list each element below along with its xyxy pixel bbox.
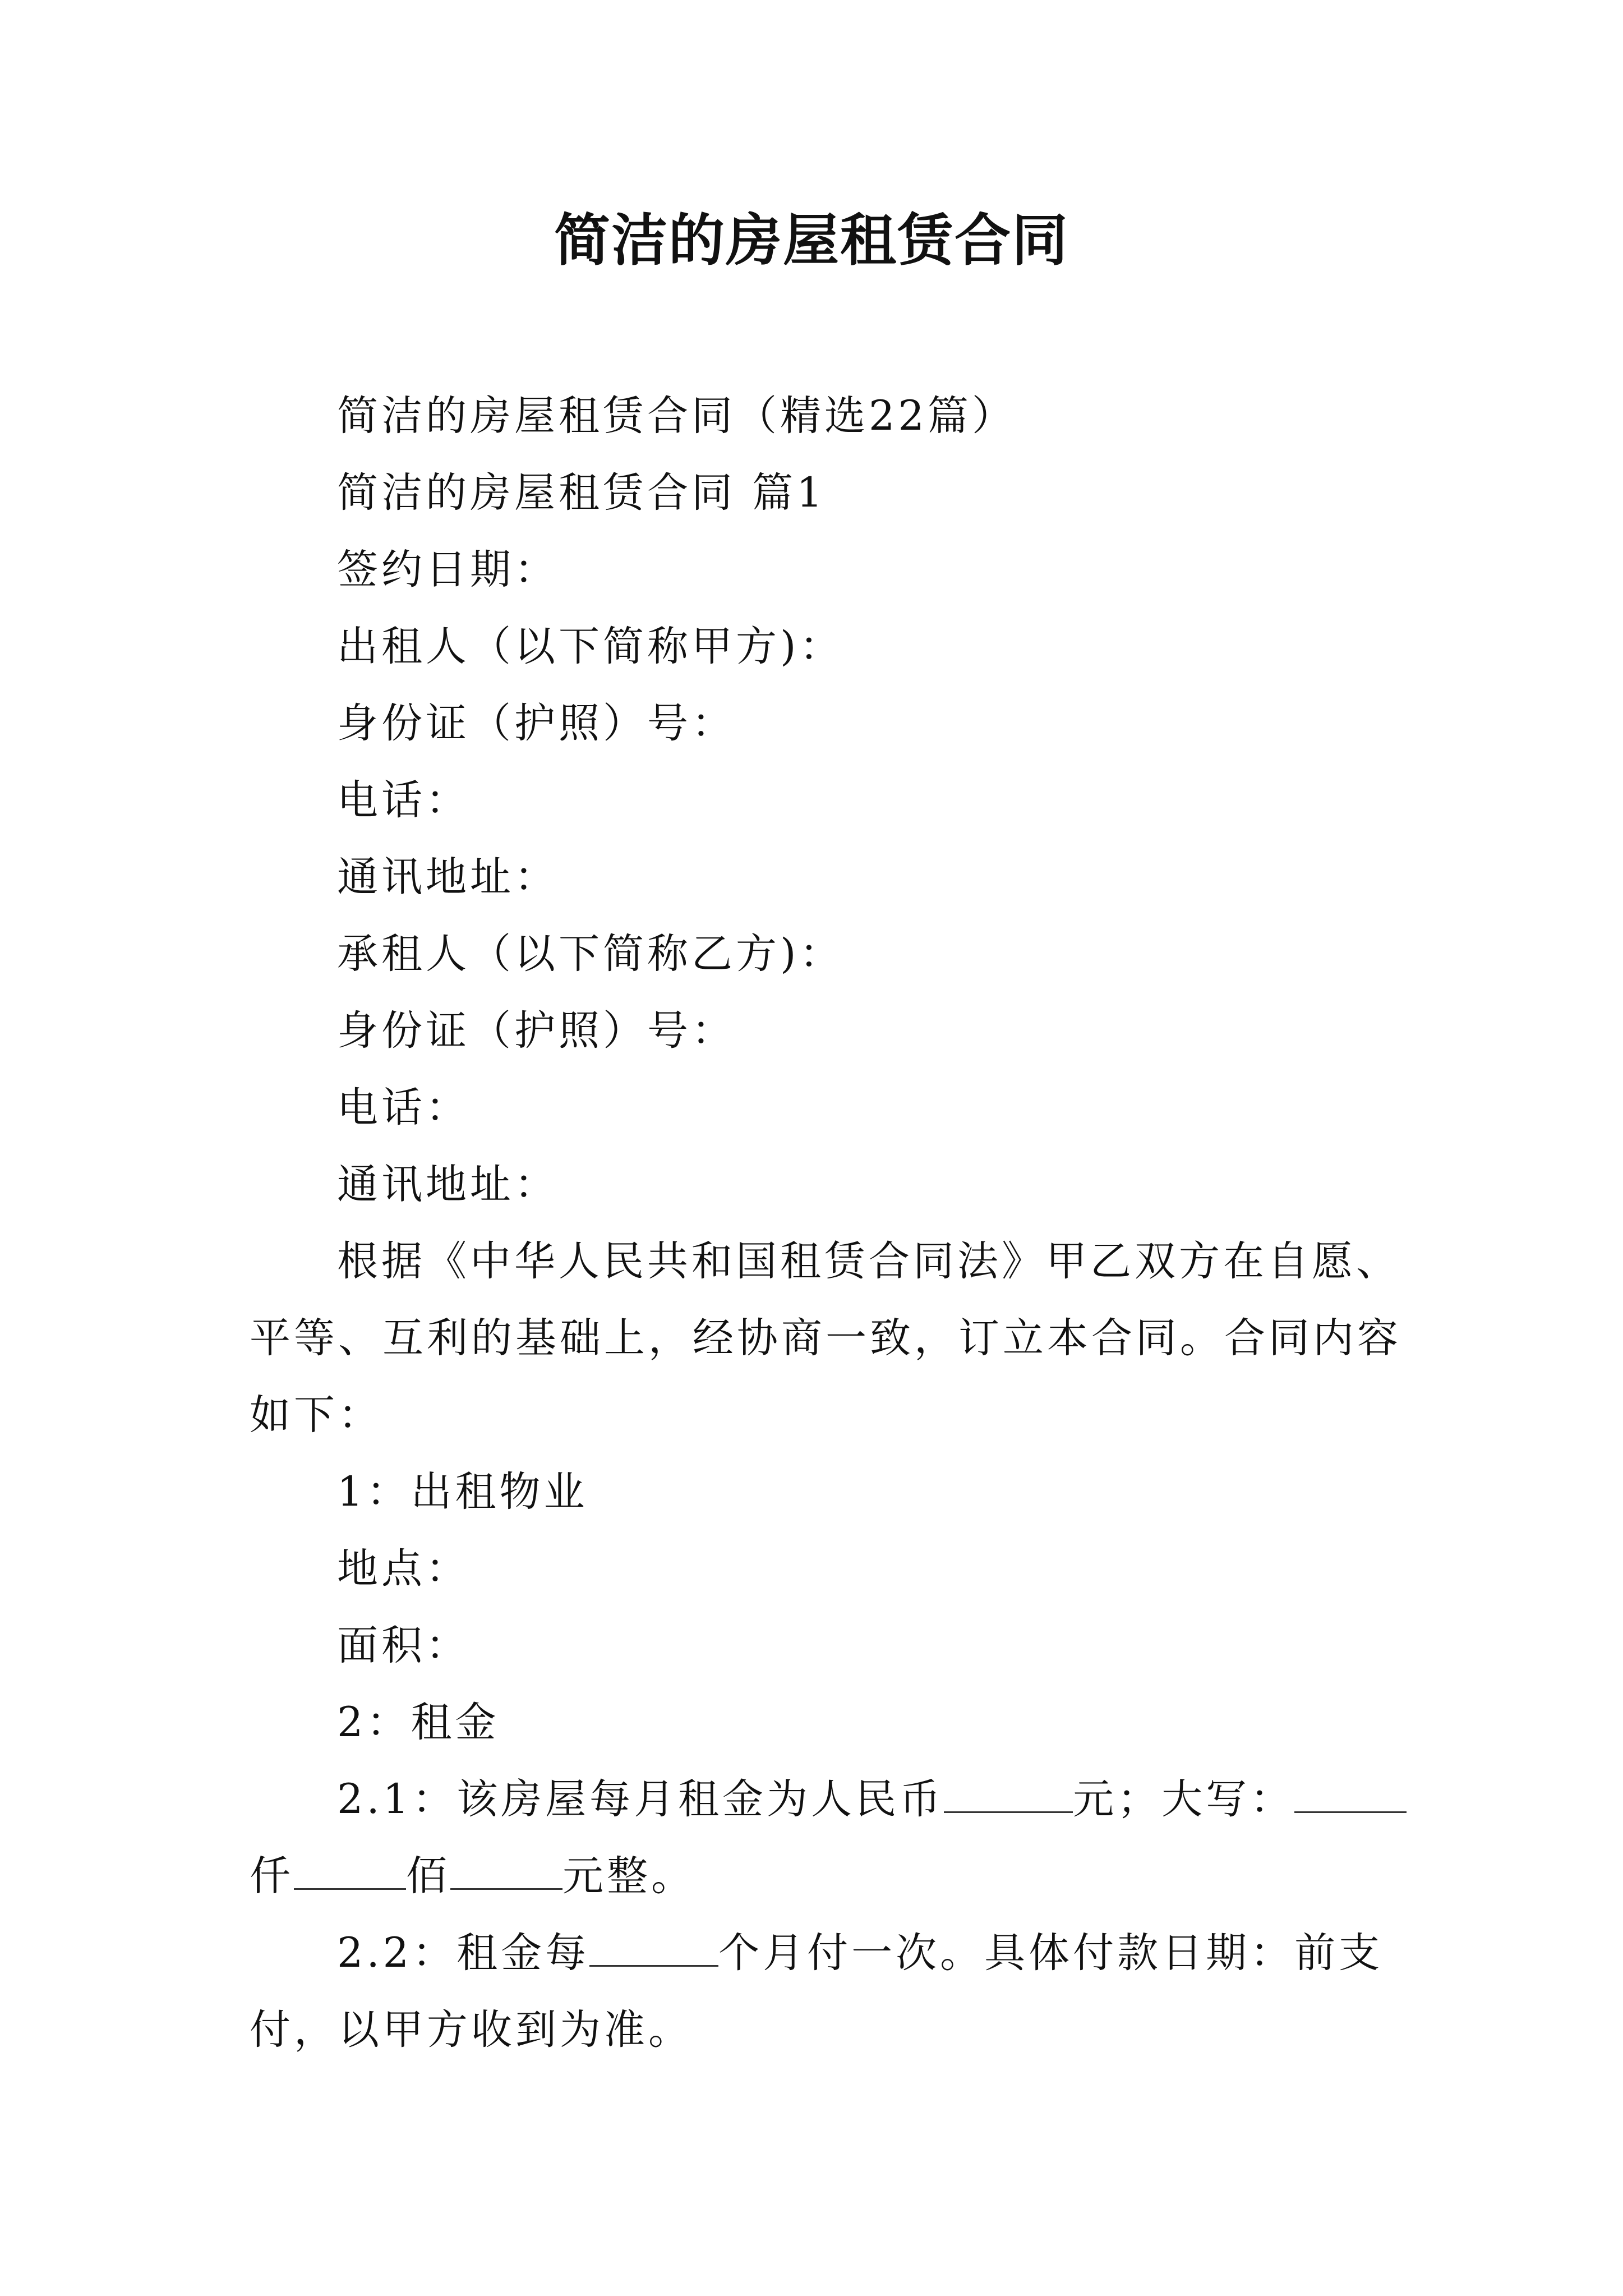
clause-2-2-text-a: 2.2：租金每: [337, 1929, 590, 1977]
area-line: 面积：: [337, 1622, 470, 1669]
section-2-heading: 2：租金: [337, 1699, 500, 1746]
section-title-line: 简洁的房屋租赁合同 篇1: [337, 469, 826, 517]
clause-2-1-text-d: 佰: [406, 1852, 450, 1900]
lessee-phone-line: 电话：: [337, 1084, 470, 1131]
subtitle-line: 简洁的房屋租赁合同（精选22篇）: [337, 392, 1016, 440]
basis-paragraph-line-3: 如下：: [250, 1391, 382, 1439]
payment-interval-blank: [589, 1926, 718, 1967]
section-1-heading: 1：出租物业: [337, 1468, 588, 1516]
lessor-id-line: 身份证（护照）号：: [337, 700, 736, 747]
signing-date-line: 签约日期：: [337, 546, 559, 593]
clause-2-2-line-1: [250, 1915, 1391, 1991]
monthly-rent-blank: [944, 1772, 1073, 1813]
document-body: [250, 378, 1401, 2068]
lessee-address-line: 通讯地址：: [337, 1161, 559, 1208]
hundreds-blank: [450, 1849, 562, 1890]
clause-2-1-text-b: 元；大写：: [1073, 1775, 1295, 1823]
basis-paragraph-line-2: 平等、互利的基础上，经协商一致，订立本合同。合同内容: [250, 1314, 1401, 1362]
thousands-blank: [294, 1849, 406, 1890]
basis-paragraph-line-1: 根据《中华人民共和国租赁合同法》甲乙双方在自愿、: [337, 1237, 1400, 1285]
lessor-line: 出租人（以下简称甲方)：: [337, 623, 844, 670]
lessee-id-line: 身份证（护照）号：: [337, 1007, 736, 1055]
document-title: 简洁的房屋租赁合同: [554, 207, 1069, 273]
capital-amount-blank: [1294, 1772, 1407, 1813]
clause-2-2-text-b: 个月付一次。具体付款日期：前支: [718, 1929, 1384, 1977]
lessor-phone-line: 电话：: [337, 776, 470, 824]
clause-2-1-text-a: 2.1：该房屋每月租金为人民币: [337, 1775, 944, 1823]
clause-2-1-line-2: [250, 1838, 1391, 1915]
location-line: 地点：: [337, 1545, 470, 1593]
clause-2-2-line-2: 付，以甲方收到为准。: [250, 2006, 693, 2054]
clause-2-1-text-c: 仟: [250, 1852, 294, 1900]
lessee-line: 承租人（以下简称乙方)：: [337, 930, 844, 978]
clause-2-1-text-e: 元整。: [562, 1852, 695, 1900]
lessor-address-line: 通讯地址：: [337, 853, 559, 901]
clause-2-1-line-1: [250, 1761, 1391, 1838]
